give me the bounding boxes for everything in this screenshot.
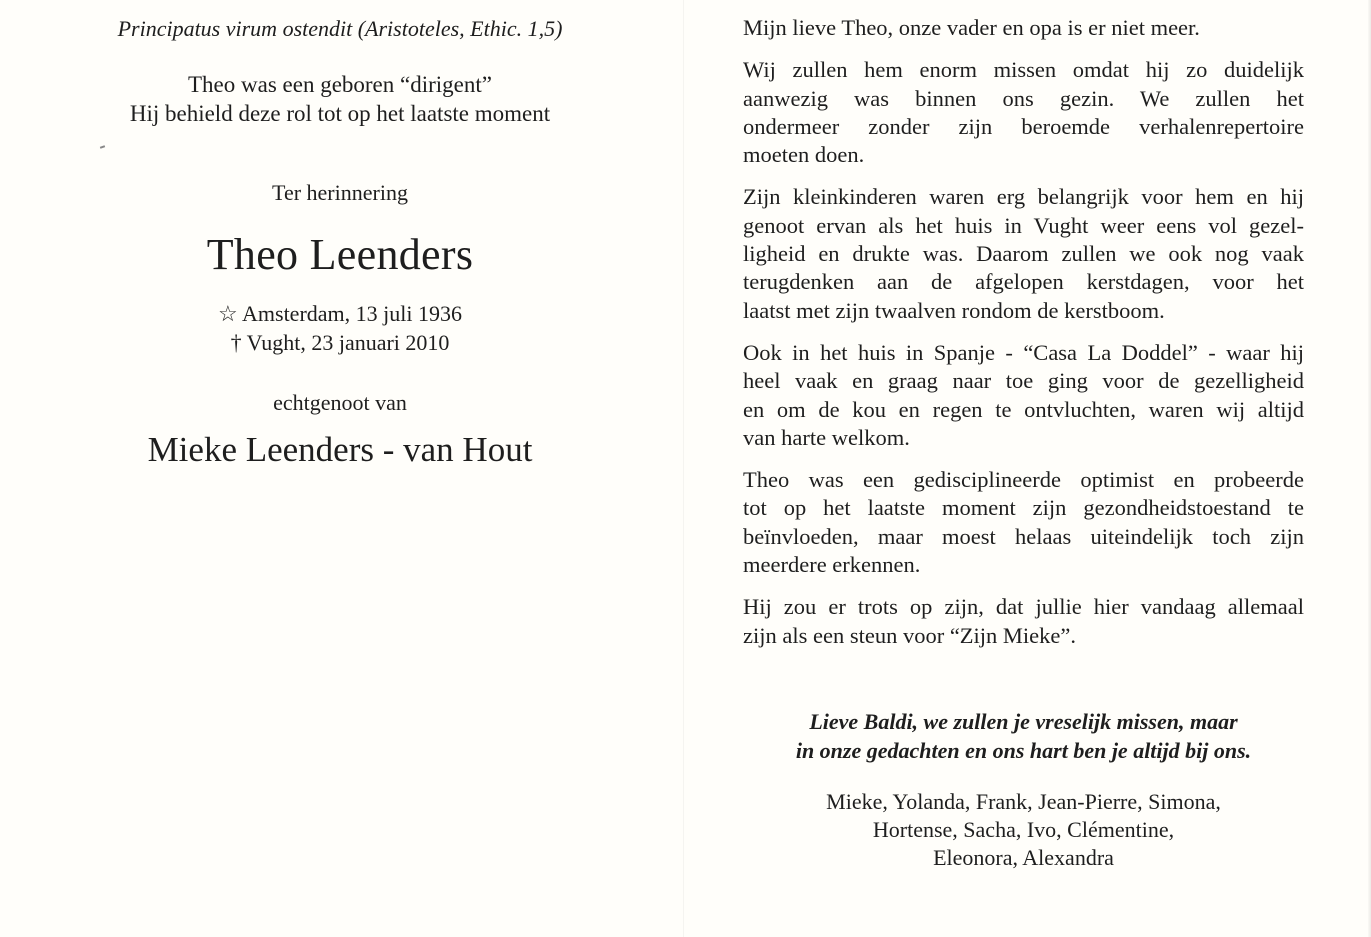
card-fold <box>683 0 684 937</box>
farewell-line: Lieve Baldi, we zullen je vreselijk missen, maar <box>809 709 1238 734</box>
intro-line: Hij behield deze rol tot op het laatste moment <box>129 101 551 126</box>
paragraph <box>743 593 1304 650</box>
spouse-name: Mieke Leenders - van Hout <box>147 430 533 469</box>
deceased-name: Theo Leenders <box>206 230 474 279</box>
spouse-intro: echtgenoot van <box>273 390 407 415</box>
paragraph-line: moeten doen. <box>743 142 865 168</box>
paragraph-line: Ook in het huis in Spanje - “Casa La Doddel” - waar hij <box>743 339 1304 365</box>
paragraph-line: ligheid en drukte was. Daarom zullen we ook nog vaak <box>743 241 1304 267</box>
ter-herinnering: Ter herinnering <box>272 180 408 205</box>
paragraph-line: aanwezig was binnen ons gezin. We zullen het <box>743 85 1304 111</box>
signer-line: Hortense, Sacha, Ivo, Clémentine, <box>872 817 1175 842</box>
paragraph-line: Mijn lieve Theo, onze vader en opa is er niet meer. <box>743 15 1200 40</box>
right-panel <box>743 14 1304 664</box>
motto: Principatus virum ostendit (Aristoteles, Ethic. 1,5) <box>117 16 563 41</box>
paragraph-line: tot op het laatste moment zijn gezondheidstoestand te <box>743 495 1304 521</box>
paragraph-line: genoot ervan als het huis in Vught weer eens vol gezel- <box>743 212 1304 238</box>
farewell-line: in onze gedachten en ons hart ben je altijd bij ons. <box>795 738 1252 763</box>
paragraph-line: ondermeer zonder zijn beroemde verhalenrepertoire <box>743 113 1304 139</box>
paragraph <box>743 56 1304 169</box>
paragraph-line: beïnvloeden, maar moest helaas uiteindelijk toch zijn <box>743 523 1304 549</box>
paper-mark <box>100 145 105 149</box>
paragraph-line: laatst met zijn twaalven rondom de kerstboom. <box>743 297 1165 323</box>
paragraph-line: Zijn kleinkinderen waren erg belangrijk voor hem en hij <box>743 184 1304 210</box>
farewell-message <box>743 707 1304 765</box>
birth-date: ☆ Amsterdam, 13 juli 1936 <box>218 301 462 326</box>
paragraph <box>743 466 1304 579</box>
intro-line: Theo was een geboren “dirigent” <box>188 72 492 97</box>
paragraph-line: heel vaak en graag naar toe ging voor de gezelligheid <box>743 368 1304 394</box>
paragraph <box>743 339 1304 452</box>
paragraph-line: en om de kou en regen te ontvluchten, waren wij altijd <box>743 396 1304 422</box>
paragraph <box>743 14 1304 42</box>
intro-text <box>40 70 640 128</box>
paragraph <box>743 183 1304 324</box>
paragraph-line: van harte welkom. <box>743 424 910 450</box>
paragraph-line: terugdenken aan de afgelopen kerstdagen, voor het <box>743 269 1304 295</box>
death-date: † Vught, 23 januari 2010 <box>230 330 450 355</box>
paragraph-line: Wij zullen hem enorm missen omdat hij zo duidelijk <box>743 57 1304 83</box>
life-dates <box>40 299 640 357</box>
paragraph-line: zijn als een steun voor “Zijn Mieke”. <box>743 622 1077 648</box>
family-signatures <box>743 788 1304 872</box>
signer-line: Eleonora, Alexandra <box>933 845 1114 870</box>
paragraph-line: Theo was een gedisciplineerde optimist en probeerde <box>743 467 1304 493</box>
signer-line: Mieke, Yolanda, Frank, Jean-Pierre, Simona, <box>826 789 1221 814</box>
paragraph-line: Hij zou er trots op zijn, dat jullie hier vandaag allemaal <box>743 594 1304 620</box>
paragraph-line: meerdere erkennen. <box>743 552 921 578</box>
